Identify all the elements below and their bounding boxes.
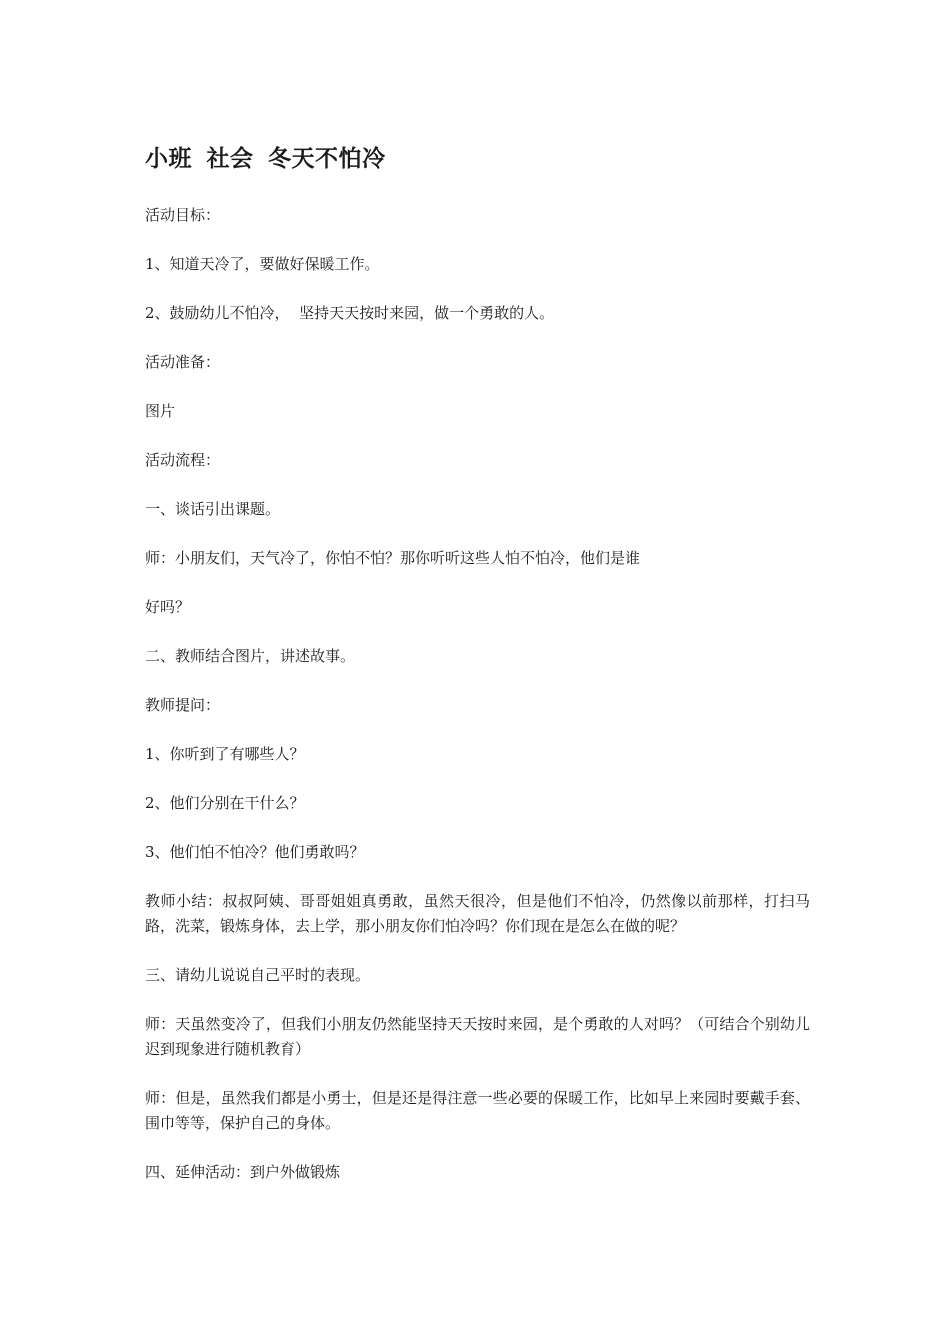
- preparation-item: 图片: [145, 402, 176, 420]
- document-page: [145, 143, 810, 1209]
- step-3-heading: 三、请幼儿说说自己平时的表现。: [145, 966, 371, 984]
- goal-item-1: 1、知道天冷了，要做好保暖工作。: [145, 255, 380, 273]
- step-4-heading: 四、延伸活动：到户外做锻炼: [145, 1163, 341, 1181]
- heading-activity-preparation: 活动准备：: [145, 353, 221, 371]
- goal-item-2: 2、鼓励幼儿不怕冷， 坚持天天按时来园，做一个勇敢的人。: [145, 304, 555, 322]
- heading-activity-goals: 活动目标：: [145, 206, 221, 224]
- teacher-questions-heading: 教师提问：: [145, 696, 221, 714]
- teacher-summary: 教师小结：叔叔阿姨、哥哥姐姐真勇敢，虽然天很冷，但是他们不怕冷，仍然像以前那样，打扫马路，洗菜，锻炼身体，去上学，那小朋友你们怕冷吗？你们现在是怎么在做的呢？: [145, 892, 810, 935]
- teacher-dialogue-2: 师：天虽然变冷了，但我们小朋友仍然能坚持天天按时来园，是个勇敢的人对吗？（可结合个别幼儿迟到现象进行随机教育）: [145, 1015, 810, 1058]
- teacher-dialogue-3: 师：但是，虽然我们都是小勇士，但是还是得注意一些必要的保暖工作，比如早上来园时要戴手套、围巾等等，保护自己的身体。: [145, 1089, 810, 1132]
- step-2-heading: 二、教师结合图片，讲述故事。: [145, 647, 356, 665]
- teacher-dialogue-1: 师：小朋友们，天气冷了，你怕不怕？那你听听这些人怕不怕冷，他们是谁: [145, 549, 641, 567]
- heading-activity-process: 活动流程：: [145, 451, 221, 469]
- question-1: 1、你听到了有哪些人？: [145, 745, 305, 763]
- document-title: 小班 社会 冬天不怕冷: [145, 146, 386, 172]
- step-1-heading: 一、谈话引出课题。: [145, 500, 281, 518]
- question-2: 2、他们分别在干什么？: [145, 794, 305, 812]
- question-3: 3、他们怕不怕冷？他们勇敢吗？: [145, 843, 365, 861]
- teacher-dialogue-1-cont: 好吗？: [145, 598, 191, 616]
